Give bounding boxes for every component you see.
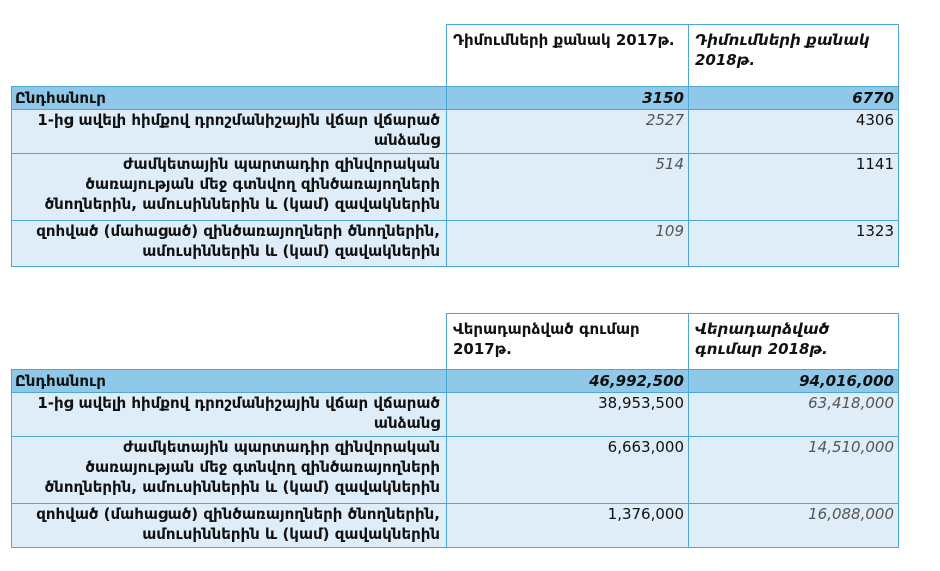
- row-value-2017: 514: [447, 154, 689, 221]
- row-label: զոհված (մահացած) զինծառայողների ծնողներին, ամուսիններին և (կամ) զավակներին: [12, 221, 447, 267]
- header-2017: Դիմումների քանակ 2017թ.: [447, 25, 689, 87]
- header-blank-cell: [12, 25, 447, 87]
- row-value-2017: 2527: [447, 110, 689, 154]
- refunded-amount-table: [11, 313, 899, 548]
- row-value-2017: 109: [447, 221, 689, 267]
- total-2017: 3150: [447, 87, 689, 110]
- total-2017: 46,992,500: [447, 370, 689, 393]
- row-value-2018: 1141: [689, 154, 899, 221]
- header-2017: Վերադարձված գումար 2017թ.: [447, 314, 689, 370]
- table-row: [12, 221, 899, 267]
- row-value-2018: 1323: [689, 221, 899, 267]
- header-2018: Վերադարձված գումար 2018թ.: [689, 314, 899, 370]
- table-row: [12, 154, 899, 221]
- row-value-2018: 63,418,000: [689, 393, 899, 437]
- table-row: [12, 437, 899, 504]
- row-label: 1-ից ավելի հիմքով դրոշմանիշային վճար վճարած անձանց: [12, 393, 447, 437]
- row-value-2018: 16,088,000: [689, 504, 899, 548]
- total-label: Ընդհանուր: [12, 87, 447, 110]
- total-2018: 6770: [689, 87, 899, 110]
- total-label: Ընդհանուր: [12, 370, 447, 393]
- row-label: զոհված (մահացած) զինծառայողների ծնողներին, ամուսիններին և (կամ) զավակներին: [12, 504, 447, 548]
- row-value-2017: 6,663,000: [447, 437, 689, 504]
- row-value-2018: 4306: [689, 110, 899, 154]
- total-row: [12, 87, 899, 110]
- row-label: ժամկետային պարտադիր զինվորական ծառայության մեջ գտնվող զինծառայողների ծնողներին, ամուսիններին և (կամ) զավակներին: [12, 437, 447, 504]
- header-2018: Դիմումների քանակ 2018թ.: [689, 25, 899, 87]
- total-2018: 94,016,000: [689, 370, 899, 393]
- row-label: 1-ից ավելի հիմքով դրոշմանիշային վճար վճարած անձանց: [12, 110, 447, 154]
- row-value-2017: 1,376,000: [447, 504, 689, 548]
- row-value-2018: 14,510,000: [689, 437, 899, 504]
- header-blank-cell: [12, 314, 447, 370]
- row-value-2017: 38,953,500: [447, 393, 689, 437]
- total-row: [12, 370, 899, 393]
- applications-count-table: [11, 24, 899, 267]
- table-row: [12, 110, 899, 154]
- table-row: [12, 393, 899, 437]
- table-row: [12, 504, 899, 548]
- row-label: ժամկետային պարտադիր զինվորական ծառայության մեջ գտնվող զինծառայողների ծնողներին, ամուսիններին և (կամ) զավակներին: [12, 154, 447, 221]
